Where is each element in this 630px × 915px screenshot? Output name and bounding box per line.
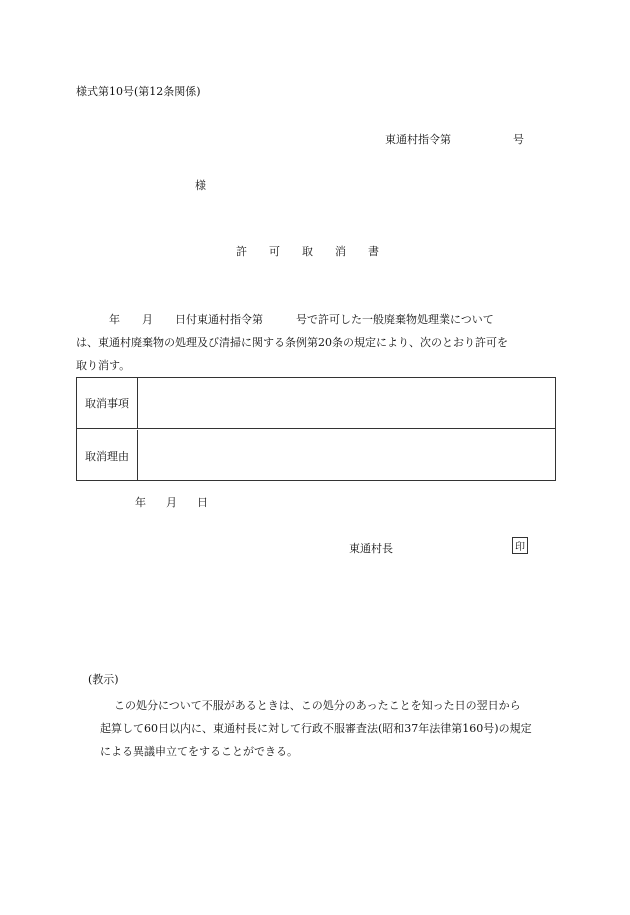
issuer-name: 東通村長: [349, 542, 393, 555]
body-line: は、東通村廃棄物の処理及び清掃に関する条例第20条の規定により、次のとおり許可を: [76, 336, 508, 349]
body-paragraph: [76, 308, 558, 377]
title-char: 可: [269, 245, 280, 258]
seal-stamp: 印: [512, 537, 528, 554]
instruction-title: (教示): [88, 673, 119, 686]
row-label-revoked-items: 取消事項: [77, 378, 138, 428]
title-char: 消: [335, 245, 346, 258]
date-month: 月: [166, 496, 177, 509]
form-number-label: 様式第10号(第12条関係): [76, 85, 201, 98]
instruction-line: 起算して60日以内に、東通村長に対して行政不服審査法(昭和37年法律第160号)の規定: [100, 722, 532, 735]
instruction-body: [100, 694, 556, 763]
table-row: [77, 378, 555, 429]
permit-number-prefix: 東通村指令第: [385, 133, 451, 146]
permit-number: [385, 131, 524, 147]
instruction-line: この処分について不服があるときは、この処分のあったことを知った日の翌日から: [114, 699, 521, 712]
instruction-line: による異議申立てをすることができる。: [100, 745, 298, 758]
row-value-revocation-reason: [139, 430, 555, 481]
title-char: 許: [236, 245, 247, 258]
body-line: 年 月 日付東通村指令第 号で許可した一般廃棄物処理業について: [76, 313, 494, 326]
date-year: 年: [135, 496, 146, 509]
date-day: 日: [197, 496, 208, 509]
table-row: [77, 430, 555, 481]
title-char: 取: [302, 245, 313, 258]
revocation-table: [76, 377, 556, 481]
addressee-suffix: 様: [195, 179, 206, 192]
row-label-revocation-reason: 取消理由: [77, 430, 138, 481]
body-line: 取り消す。: [76, 359, 131, 372]
title-char: 書: [368, 245, 379, 258]
document-title: [236, 243, 379, 259]
row-value-revoked-items: [139, 378, 555, 428]
permit-number-suffix: 号: [513, 133, 524, 146]
issue-date: [135, 494, 228, 510]
